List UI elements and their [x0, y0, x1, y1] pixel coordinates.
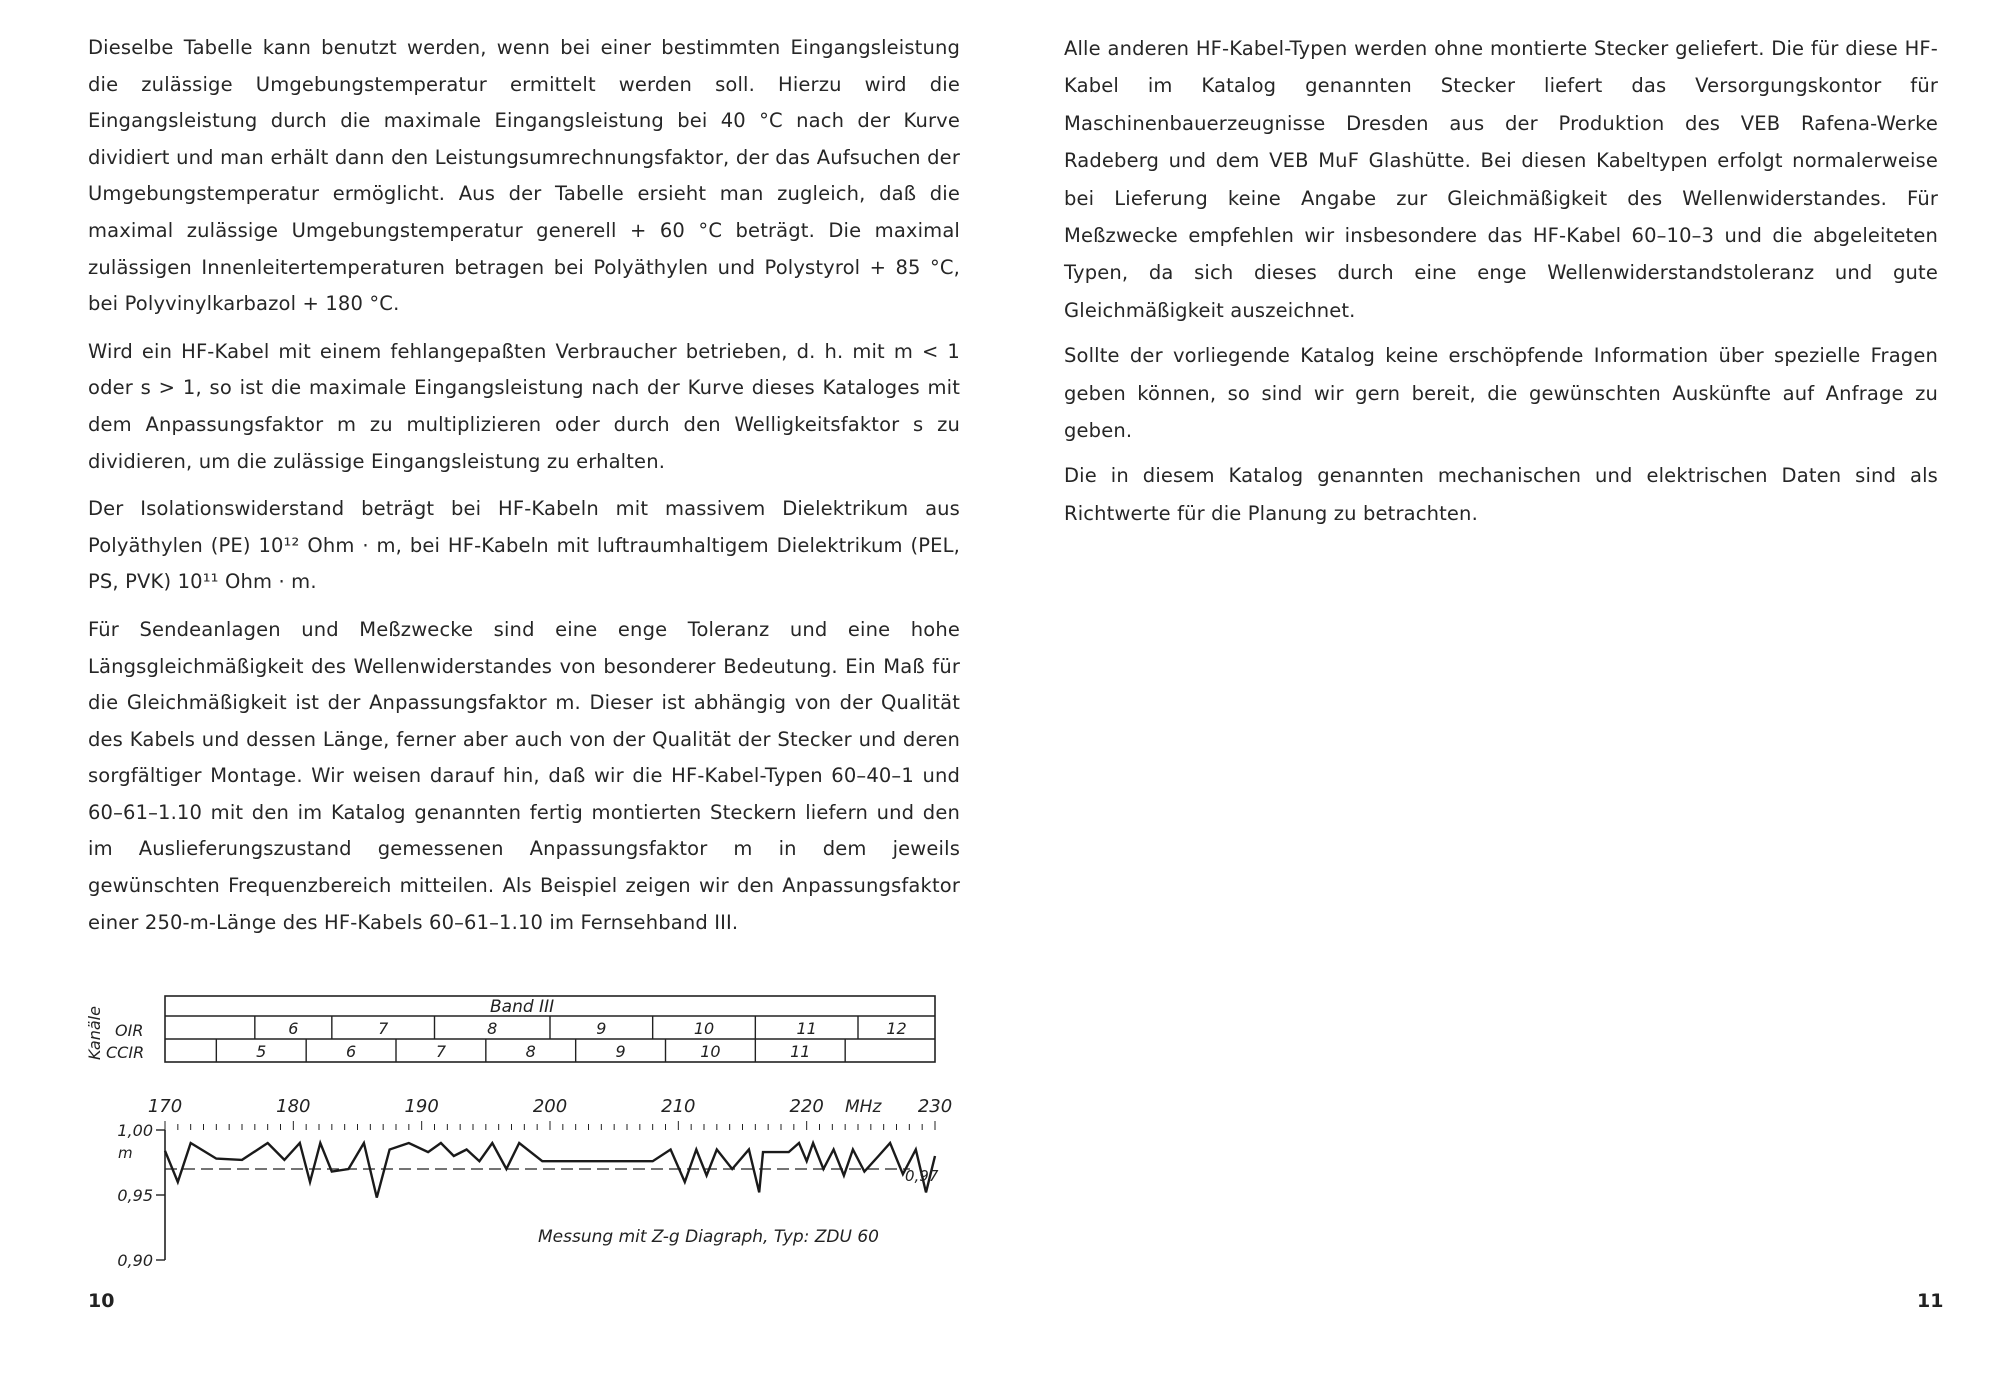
oir-channel-12 [858, 1016, 907, 1039]
ccir-channel-row [216, 1039, 845, 1062]
frequency-axis [148, 1096, 952, 1117]
ccir-channel-label: 6 [345, 1042, 357, 1061]
matching-factor-curve [165, 1143, 935, 1198]
oir-channel-label: 9 [596, 1019, 607, 1038]
oir-channel-label: 11 [796, 1019, 817, 1038]
right-page-column [1064, 30, 1938, 540]
y-tick-label: 1,00 [117, 1121, 153, 1140]
band-label: Band III [490, 997, 555, 1017]
matching-factor-diagram [60, 990, 960, 1280]
ccir-channel-8 [486, 1039, 536, 1062]
oir-channel-label: 6 [288, 1019, 299, 1038]
paragraph-tolerance: Für Sendeanlagen und Meßzwecke sind eine enge Toleranz und eine hohe Längsgleichmäßigkeit des Wellenwiderstandes von besonderer Bedeutung. Ein Maß für die Gleichmäßigkeit ist der Anpassungsfaktor m. Dieser ist abhängig von der Qualität des Kabels und dessen Länge, ferner aber auch von der Qualität der Stecker und deren sorgfältiger Montage. Wir weisen darauf hin, daß wir die HF-Kabel-Typen 60–40–1 und 60–61–1.10 mit den im Katalog genannten fertig montierten Steckern liefern und den im Auslieferungszustand gemessenen Anpassungsfaktor m in dem jeweils gewünschten Frequenzbereich mitteilen. Als Beispiel zeigen wir den Anpassungsfaktor einer 250-m-Länge des HF-Kabels 60–61–1.10 im Fernsehband III. [88, 617, 960, 934]
ccir-channel-7 [396, 1039, 447, 1062]
ccir-channel-5 [216, 1039, 266, 1062]
oir-channel-label: 10 [693, 1019, 715, 1038]
ccir-label: CCIR [106, 1043, 145, 1062]
oir-channel-label: 8 [487, 1019, 498, 1038]
paragraph-connectors: Alle anderen HF-Kabel-Typen werden ohne montierte Stecker geliefert. Die für diese HF-Kabel im Katalog genannten Stecker liefert das Versorgungskontor für Maschinenbauerzeugnisse Dresden aus der Produktion des VEB Rafena-Werke Radeberg und dem VEB MuF Glashütte. Bei diesen Kabeltypen erfolgt normalerweise bei Lieferung keine Angabe zur Gleichmäßigkeit des Wellenwiderstandes. Für Meßzwecke empfehlen wir insbesondere das HF-Kabel 60–10–3 und die abgeleiteten Typen, da sich dieses durch eine enge Wellenwiderstandstoleranz und gute Gleichmäßigkeit auszeichnet. [1064, 37, 1938, 322]
oir-channel-11 [755, 1016, 817, 1039]
oir-channel-label: 12 [886, 1019, 907, 1038]
ccir-channel-label: 8 [525, 1042, 536, 1061]
oir-channel-label: 7 [378, 1019, 389, 1038]
channels-side-label: Kanäle [85, 1006, 104, 1060]
ccir-channel-11 [755, 1039, 845, 1062]
x-tick-label: 190 [404, 1096, 439, 1117]
oir-channel-10 [653, 1016, 715, 1039]
page-number-left: 10 [88, 1290, 115, 1312]
page-number-right: 11 [1917, 1290, 1944, 1312]
oir-channel-9 [550, 1016, 606, 1039]
oir-label: OIR [115, 1021, 144, 1040]
oir-channel-8 [435, 1016, 498, 1039]
oir-channel-row [255, 1016, 907, 1039]
paragraph-temperature: Dieselbe Tabelle kann benutzt werden, wenn bei einer bestimmten Eingangsleistung die zulässige Umgebungstemperatur ermittelt werden soll. Hierzu wird die Eingangsleistung durch die maximale Eingangsleistung bei 40 °C nach der Kurve dividiert und man erhält dann den Leistungsumrechnungsfaktor, der das Aufsuchen der Umgebungstemperatur ermöglicht. Aus der Tabelle ersieht man zugleich, daß die maximal zulässige Umgebungstemperatur generell + 60 °C beträgt. Die maximal zulässigen Innenleitertemperaturen betragen bei Polyäthylen und Polystyrol + 85 °C, bei Polyvinylkarbazol + 180 °C. [88, 36, 960, 316]
ccir-channel-label: 5 [256, 1042, 267, 1061]
unit-label: MHz [845, 1097, 882, 1117]
ccir-channel-label: 11 [790, 1042, 811, 1061]
y-axis-label: m [118, 1144, 133, 1162]
x-tick-label: 170 [147, 1096, 183, 1117]
paragraph-insulation: Der Isolationswiderstand beträgt bei HF-Kabeln mit massivem Dielektrikum aus Polyäthylen (PE) 10¹² Ohm · m, bei HF-Kabeln mit luftraumhaltigem Dielektrikum (PEL, PS, PVK) 10¹¹ Ohm · m. [88, 497, 960, 594]
y-tick-label: 0,95 [117, 1186, 153, 1205]
threshold-label: 0,97 [905, 1167, 939, 1185]
paragraph-inquiries: Sollte der vorliegende Katalog keine erschöpfende Information über spezielle Fragen geben können, so sind wir gern bereit, die gewünschten Auskünfte auf Anfrage zu geben. [1064, 344, 1938, 443]
y-tick-label: 0,90 [117, 1251, 153, 1270]
ccir-channel-label: 7 [435, 1042, 447, 1061]
x-tick-label: 200 [532, 1096, 568, 1117]
oir-channel-7 [332, 1016, 389, 1039]
x-tick-label: 220 [789, 1096, 824, 1117]
ccir-channel-label: 9 [615, 1042, 626, 1061]
ccir-channel-9 [576, 1039, 626, 1062]
paragraph-mismatch: Wird ein HF-Kabel mit einem fehlangepaßten Verbraucher betrieben, d. h. mit m < 1 oder s > 1, so ist die maximale Eingangsleistung nach der Kurve dieses Kataloges mit dem Anpassungsfaktor m zu multiplizieren oder durch den Welligkeitsfaktor s zu dividieren, um die zulässige Eingangsleistung zu erhalten. [88, 339, 960, 473]
x-tick-label: 210 [661, 1096, 696, 1117]
ccir-channel-label: 10 [700, 1042, 721, 1061]
ccir-channel-6 [306, 1039, 356, 1062]
minor-ticks [165, 1121, 935, 1130]
ccir-channel-10 [666, 1039, 721, 1062]
figure-caption: Messung mit Z-g Diagraph, Typ: ZDU 60 [538, 1227, 879, 1247]
oir-channel-6 [255, 1016, 299, 1039]
paragraph-guide-values: Die in diesem Katalog genannten mechanischen und elektrischen Daten sind als Richtwerte für die Planung zu betrachten. [1064, 464, 1938, 525]
left-page-column [88, 30, 960, 952]
x-tick-label: 180 [276, 1096, 311, 1117]
channel-table [85, 996, 935, 1062]
x-tick-label: 230 [917, 1096, 953, 1117]
